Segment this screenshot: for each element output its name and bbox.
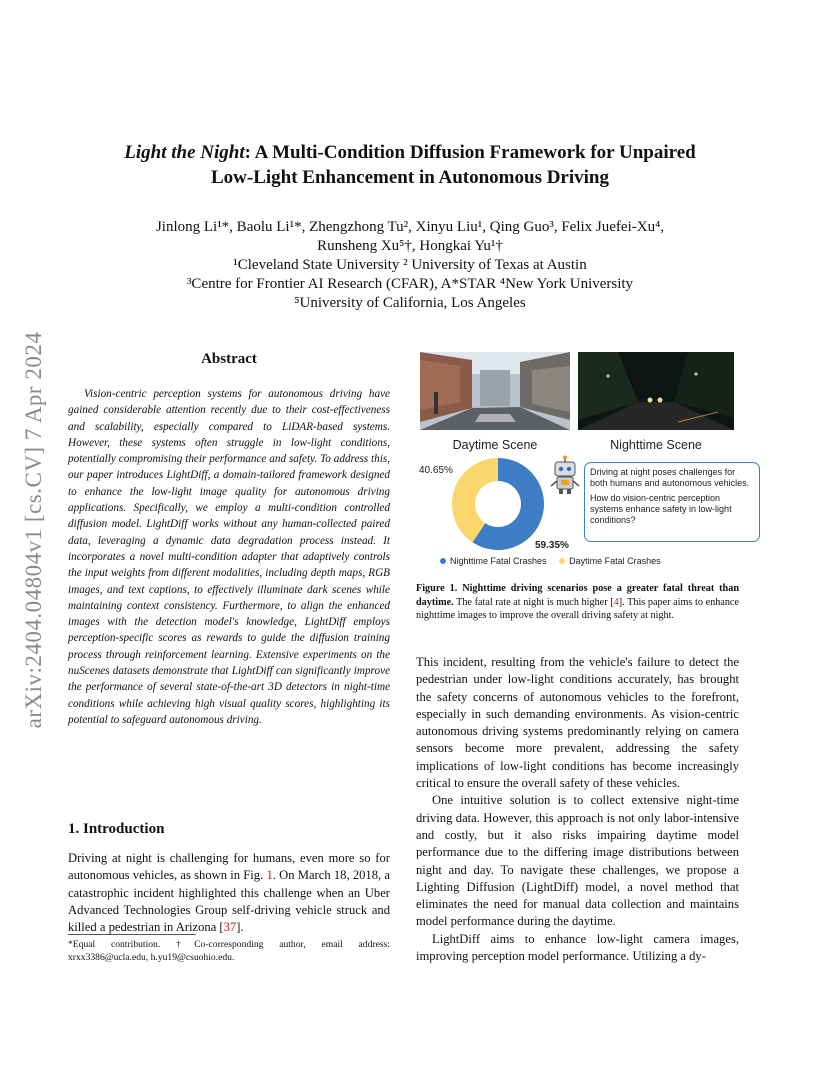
arxiv-id-text: arXiv:2404.04804v1 [cs.CV] 7 Apr 2024 xyxy=(21,331,46,729)
daytime-scene-label: Daytime Scene xyxy=(452,438,538,452)
daytime-scene-image xyxy=(420,352,570,430)
bubble-text-2: How do vision-centric perception systems enhance safety in low-light conditions? xyxy=(590,493,732,525)
title-italic: Light the Night xyxy=(124,142,245,163)
footnote-rule xyxy=(68,934,196,935)
intro-text-a: Driving at night is challenging for humans, even more so for autonomous vehicles, as shown in Fig. xyxy=(68,851,390,883)
right-paragraph-3: LightDiff aims to enhance low-light camera images, improving perception model performance. Utilizing a dy- xyxy=(416,931,739,964)
robot-icon xyxy=(548,455,582,495)
legend-day-swatch xyxy=(559,558,565,564)
right-paragraph-2: One intuitive solution is to collect extensive night-time driving data. However, this approach is not only labor-intensive and costly, but it also risks impairing daytime model performance due to the differing image distributions between night and day. To navigate these challenges, we propose a Lighting Diffusion (LightDiff) model, a novel method that eliminates the need for manual data collection and maintains model performance during the daytime. xyxy=(416,793,739,929)
intro-paragraph xyxy=(68,850,390,936)
author-block xyxy=(60,218,760,313)
figure-caption xyxy=(416,582,739,623)
authors-line1: Jinlong Li¹*, Baolu Li¹*, Zhengzhong Tu², Xinyu Liu¹, Qing Guo³, Felix Juefei-Xu⁴, xyxy=(155,219,665,235)
chart-legend xyxy=(440,556,661,566)
authors-line2: Runsheng Xu⁵†, Hongkai Yu¹† xyxy=(317,238,503,254)
right-paragraph-1: This incident, resulting from the vehicle's failure to detect the pedestrian under low-light conditions accurately, has brought the safety concerns of autonomous vehicles to the forefront, especially in such demanding environments. As vision-centric autonomous driving systems predominantly relying on camera sensors become more prevalent, addressing the safety implications of low-light conditions has become increasingly critical to ensure the overall safety of these vehicles. xyxy=(416,655,739,791)
legend-night-swatch xyxy=(440,558,446,564)
citation-link[interactable]: 37 xyxy=(223,920,237,935)
right-column-body xyxy=(416,654,739,965)
pct-daytime-label: 40.65% xyxy=(419,465,453,476)
abstract-heading: Abstract xyxy=(201,351,257,367)
abstract-text: Vision-centric perception systems for autonomous driving have gained considerable attention recently due to their cost-effectiveness and scalability, especially compared to LiDAR-based systems. However, these systems often struggle in low-light conditions, potentially compromising their performance and safety. To address this, our paper introduces LightDiff, a domain-tailored framework designed to enhance the low-light image quality for autonomous driving applications. Specifically, we employ a multi-condition controlled diffusion model. LightDiff works without any human-collected paired data, leveraging a dynamic data degradation process instead. It incorporates a novel multi-condition adapter that adaptively controls the input weights from different modalities, including depth maps, RGB images, and text captions, to effectively illuminate dark scenes while maintaining context consistency. Furthermore, to align the enhanced images with the detection model's knowledge, LightDiff employs perception-specific scores as rewards to guide the diffusion training process through reinforcement learning. Extensive experiments on the nuScenes datasets demonstrate that LightDiff can significantly improve the performance of several state-of-the-art 3D detectors in night-time conditions while achieving high visual quality scores, highlighting its potential to safeguard autonomous driving. xyxy=(68,388,390,726)
legend-night-label: Nighttime Fatal Crashes xyxy=(450,556,547,566)
speech-bubble xyxy=(584,462,760,542)
intro-text-c: ]. xyxy=(236,920,244,935)
caption-text-1: The fatal rate at night is much higher [ xyxy=(453,596,614,608)
legend-day-label: Daytime Fatal Crashes xyxy=(569,556,661,566)
bubble-text-1: Driving at night poses challenges for both humans and autonomous vehicles. xyxy=(590,467,750,488)
footnote: *Equal contribution. †Co-corresponding author, email address: xrxx3386@ucla.edu, h.yu19@csuohio.edu. xyxy=(68,939,390,963)
title-line2: Low-Light Enhancement in Autonomous Driving xyxy=(210,167,609,188)
figure-ref-link[interactable]: 1 xyxy=(266,868,273,883)
affiliation-2: ³Centre for Frontier AI Research (CFAR), A*STAR ⁴New York University xyxy=(186,276,634,292)
intro-heading: 1. Introduction xyxy=(68,821,165,837)
caption-citation-link[interactable]: 4 xyxy=(613,596,619,608)
caption-bold: Nighttime driving scenarios pose a greater fatal threat than daytime. xyxy=(416,583,739,608)
donut-hole xyxy=(475,481,521,527)
caption-text-2: ]. This paper aims to enhance nighttime images to improve the overall driving safety at night. xyxy=(416,596,739,621)
nighttime-scene-label: Nighttime Scene xyxy=(610,438,702,452)
intro-text-b: . On March 18, 2018, a catastrophic incident highlighted this challenge when an Uber Advanced Technologies Group self-driving vehicle struck and killed a pedestrian in Arizona [ xyxy=(68,868,390,935)
title-line1: : A Multi-Condition Diffusion Framework for Unpaired xyxy=(244,142,696,163)
pct-nighttime-label: 59.35% xyxy=(535,540,569,551)
affiliation-3: ⁵University of California, Los Angeles xyxy=(294,295,526,311)
paper-title xyxy=(60,140,760,190)
affiliation-1: ¹Cleveland State University ² University of Texas at Austin xyxy=(233,257,587,273)
caption-label: Figure 1. xyxy=(416,583,458,594)
nighttime-scene-image xyxy=(578,352,734,430)
arxiv-identifier xyxy=(14,290,54,770)
